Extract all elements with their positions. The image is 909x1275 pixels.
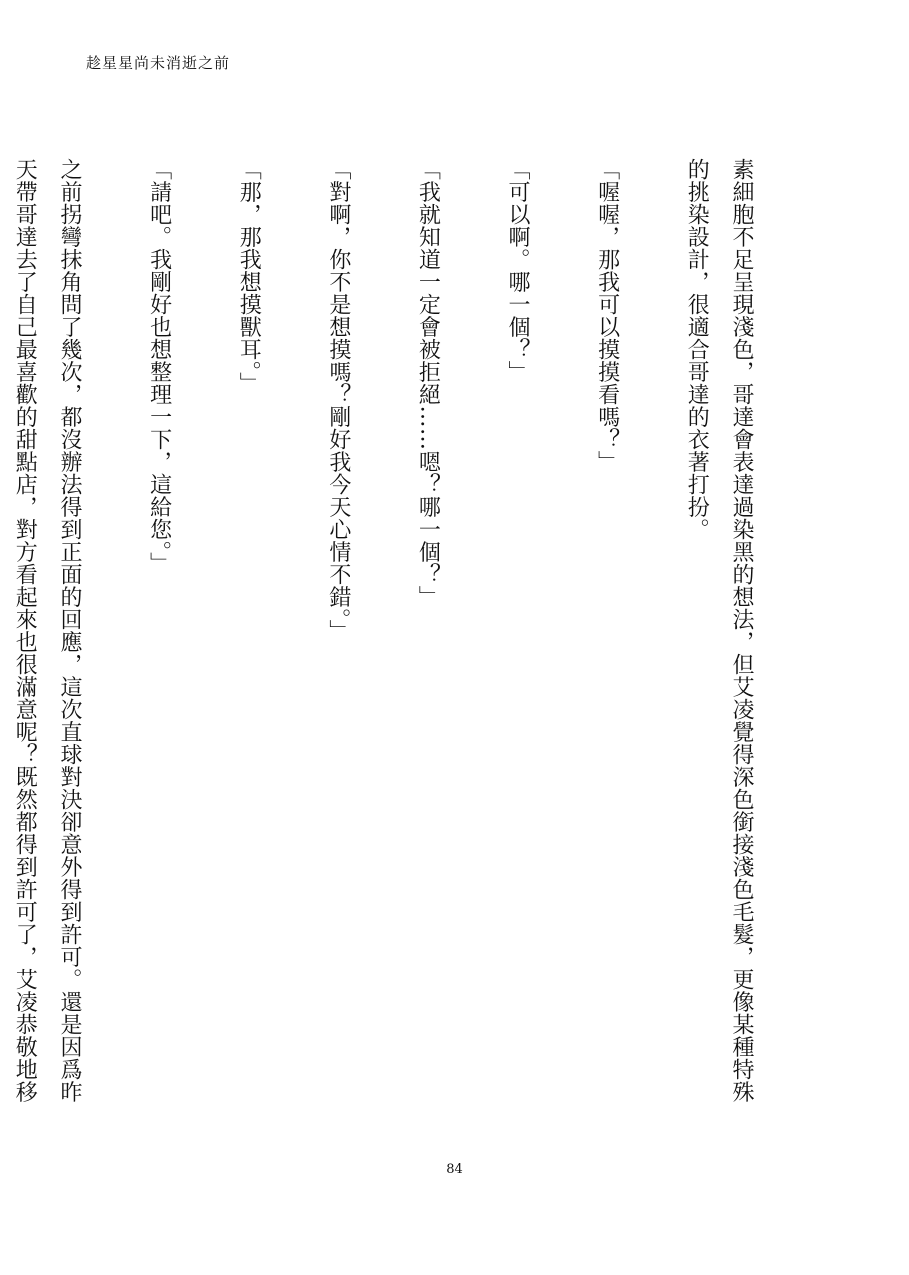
paragraph: 「請吧。我剛好也想整理一下，這給您。」 [146, 158, 172, 575]
paragraph: 「那，那我想摸獸耳。」 [236, 158, 262, 395]
paragraph: 素細胞不足呈現淺色，哥達會表達過染黑的想法，但艾凌覺得深色銜接淺色毛髮，更像某種特殊的挑染設計，很適合哥達的衣著打扮。 [684, 158, 754, 1103]
paragraph: 之前拐彎抹角問了幾次，都沒辦法得到正面的回應，這次直球對決卻意外得到許可。還是因爲昨天帶哥達去了自己最喜歡的甜點店，對方看起來也很滿意呢？既然都得到許可了，艾凌恭敬地移 [12, 158, 83, 1103]
page-number: 84 [446, 1162, 463, 1177]
blank-line [449, 158, 494, 1118]
body-text [12, 158, 763, 1118]
paragraph: 「喔喔，那我可以摸摸看嗎？」 [594, 158, 620, 473]
paragraph: 「可以啊。哪一個？」 [505, 158, 531, 383]
paragraph: 「對啊，你不是想摸嗎？剛好我今天心情不錯。」 [325, 158, 351, 642]
blank-line [181, 158, 226, 1118]
running-header-title: 趁星星尚未消逝之前 [86, 54, 231, 72]
blank-line [360, 158, 405, 1118]
blank-line [91, 158, 136, 1118]
paragraph: 「我就知道一定會被拒絕……嗯？哪一個？」 [415, 158, 441, 608]
blank-line [629, 158, 674, 1118]
blank-line [270, 158, 315, 1118]
blank-line [539, 158, 584, 1118]
